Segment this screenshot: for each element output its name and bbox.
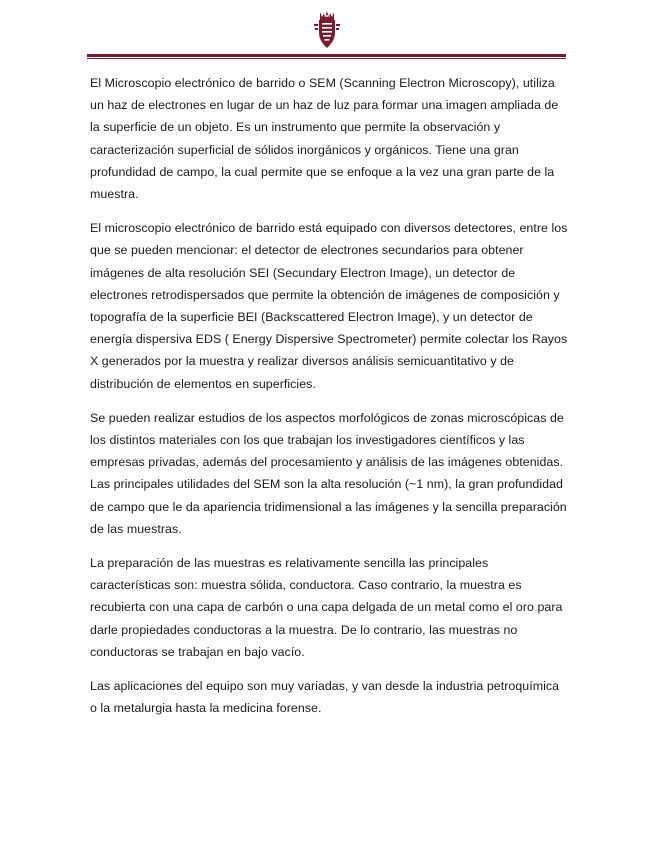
paragraph-applications: Las aplicaciones del equipo son muy variadas, y van desde la industria petroquímica o la metalurgia hasta la medicina forense. [90,679,560,716]
paragraph-intro: El Microscopio electrónico de barrido o SEM (Scanning Electron Microscopy), utiliza un haz de electrones en lugar de un haz de luz para formar una imagen ampliada de la superficie de un objeto. Es un instrumento que permite la observación y caracterización superficial de sólidos inorgánicos y orgánicos. Tiene una gran profundidad de campo, la cual permite que se enfoque a la vez una gran parte de la muestra. [90,76,559,202]
header-divider-thin [87,58,566,59]
paragraph-sample-preparation: La preparación de las muestras es relativamente sencilla las principales características son: muestra sólida, conductora. Caso contrario, la muestra es recubierta con una capa de carbón o una capa delgada de un metal como el oro para darle propiedades conductoras a la muestra. De lo contrario, las muestras no conductoras se trabajan en bajo vacío. [90,556,563,659]
paragraph-detectors: El microscopio electrónico de barrido está equipado con diversos detectores, entre los que se pueden mencionar: el detector de electrones secundarios para obtener imágenes de alta resolución SEI (Secundary Electron Image), un detector de electrones retrodispersados que permite la obtención de imágenes de composición y topografía de la superficie BEI (Backscattered Electron Image), y un detector de energía dispersiva EDS ( Energy Dispersive Spectrometer) permite colectar los Rayos X generados por la muestra y realizar diversos análisis semicuantitativo y de distribución de elementos en superficies. [90,221,568,391]
header-divider [87,54,566,57]
institution-seal-icon [313,10,341,50]
paragraph-studies: Se pueden realizar estudios de los aspectos morfológicos de zonas microscópicas de los distintos materiales con los que trabajan los investigadores científicos y las empresas privadas, además del procesamiento y análisis de las imágenes obtenidas. Las principales utilidades del SEM son la alta resolución (~1 nm), la gran profundidad de campo que le da apariencia tridimensional a las imágenes y la sencilla preparación de las muestras. [90,410,567,536]
document-body [90,72,568,731]
